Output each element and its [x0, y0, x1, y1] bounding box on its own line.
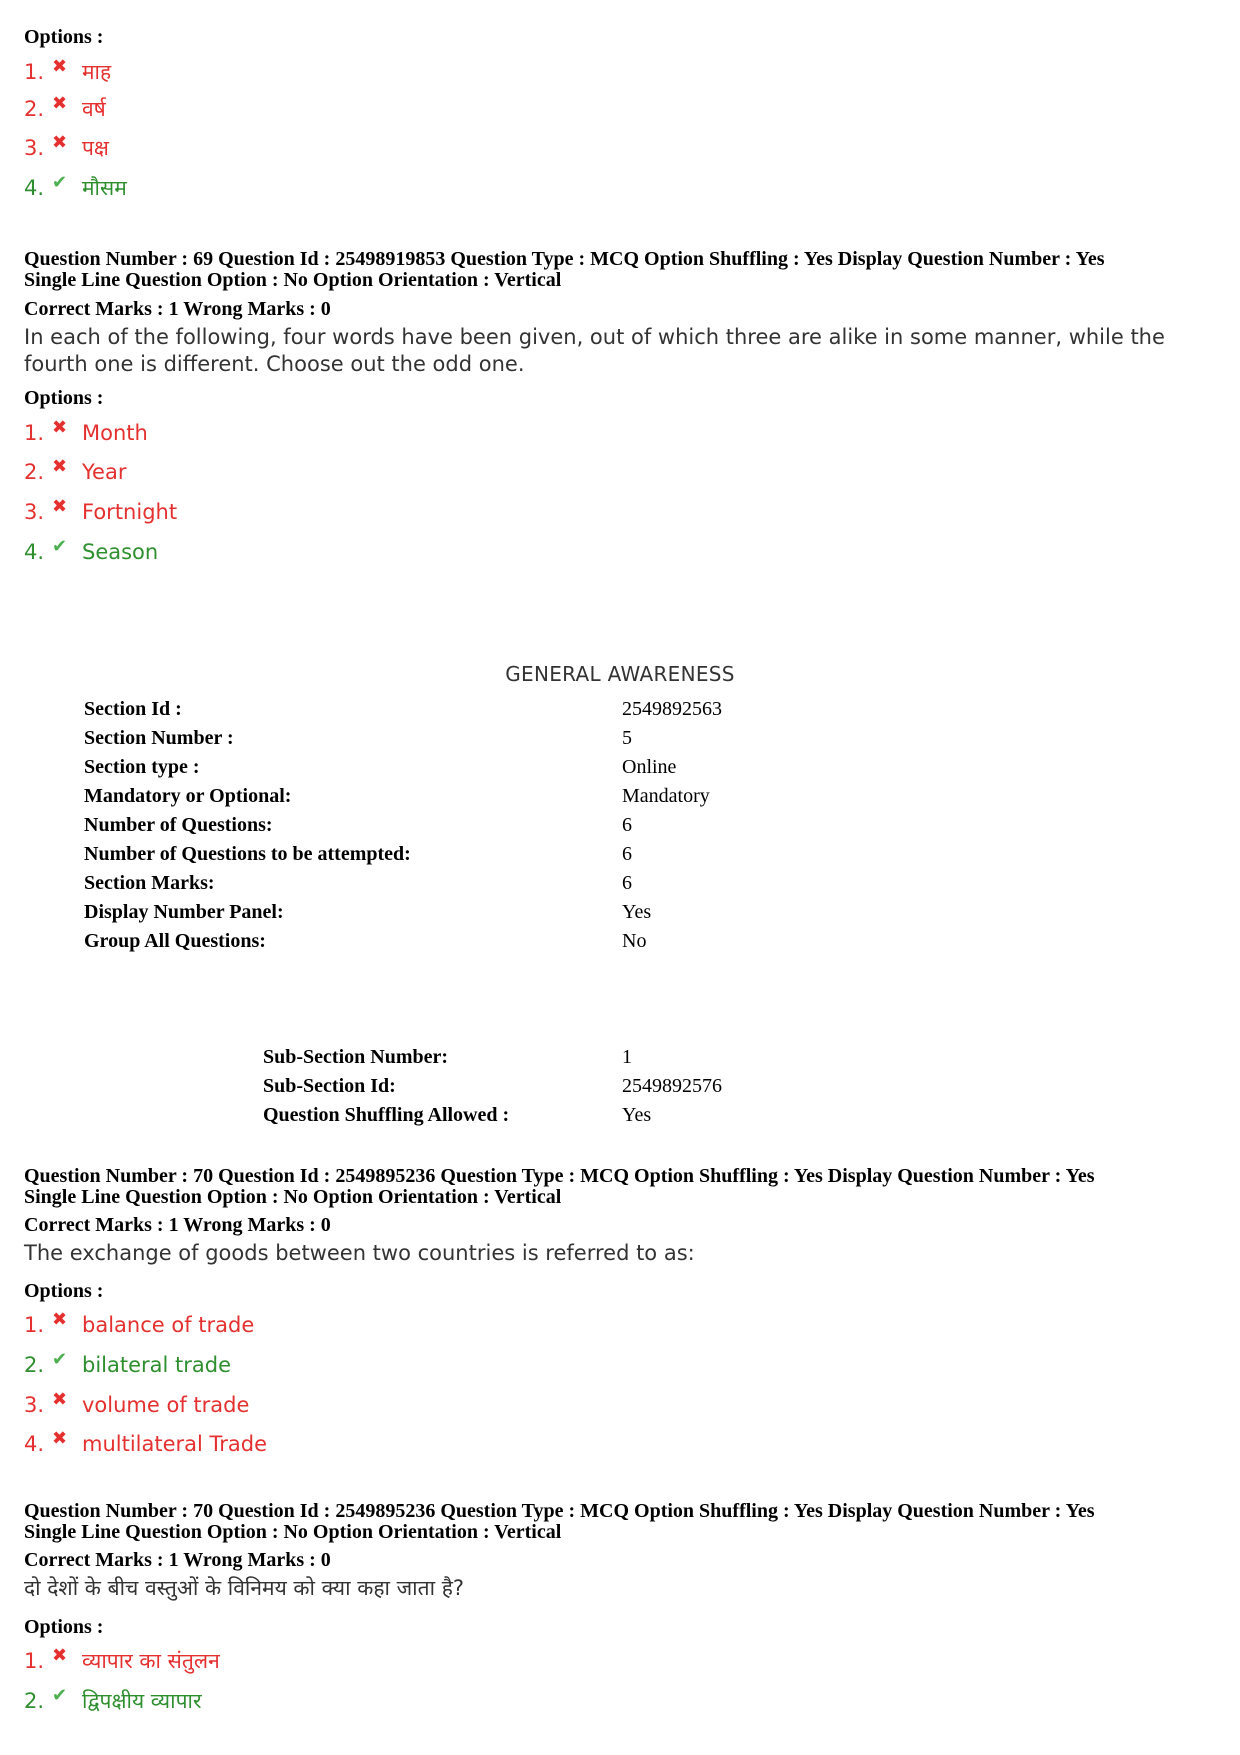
option-text: Month [82, 421, 148, 445]
question-marks: Correct Marks : 1 Wrong Marks : 0 [24, 298, 331, 320]
option-text: पक्ष [82, 136, 109, 160]
wrong-mark-icon: ✖ [52, 92, 68, 114]
question-marks: Correct Marks : 1 Wrong Marks : 0 [24, 1214, 331, 1236]
option-number: 4. [24, 1432, 45, 1456]
check-mark-icon: ✔ [52, 171, 68, 193]
question-meta: Single Line Question Option : No Option Orientation : Vertical [24, 1186, 562, 1208]
check-mark-icon: ✔ [52, 1348, 68, 1370]
section-field-value: 6 [622, 814, 632, 836]
option-text: माह [82, 60, 112, 84]
section-field-label: Section Number : [84, 727, 234, 749]
wrong-mark-icon: ✖ [52, 1308, 68, 1330]
option-text: Fortnight [82, 500, 178, 524]
option-text: वर्ष [82, 97, 106, 121]
option-row [24, 1429, 267, 1459]
option-row [24, 1646, 220, 1676]
option-number: 1. [24, 60, 45, 84]
section-field-label: Section type : [84, 756, 200, 778]
option-number: 3. [24, 136, 45, 160]
wrong-mark-icon: ✖ [52, 131, 68, 153]
section-field-value: Yes [622, 901, 652, 923]
options-label: Options : [24, 26, 104, 48]
section-field-label: Group All Questions: [84, 930, 266, 952]
subsection-field-label: Sub-Section Id: [263, 1075, 396, 1097]
wrong-mark-icon: ✖ [52, 416, 68, 438]
option-number: 3. [24, 1393, 45, 1417]
wrong-mark-icon: ✖ [52, 1644, 68, 1666]
section-field-label: Number of Questions: [84, 814, 273, 836]
section-field-value: 5 [622, 727, 632, 749]
question-meta: Question Number : 69 Question Id : 25498919853 Question Type : MCQ Option Shuffling : Yes Display Question Number : Yes [24, 248, 1105, 270]
option-text: balance of trade [82, 1313, 255, 1337]
wrong-mark-icon: ✖ [52, 1388, 68, 1410]
subsection-field-label: Sub-Section Number: [263, 1046, 449, 1068]
question-meta: Single Line Question Option : No Option Orientation : Vertical [24, 1521, 562, 1543]
question-text: दो देशों के बीच वस्तुओं के विनिमय को क्या कहा जाता है? [24, 1576, 464, 1600]
option-text: volume of trade [82, 1393, 250, 1417]
option-row [24, 133, 109, 163]
option-row [24, 57, 111, 87]
section-field-value: No [622, 930, 647, 952]
option-number: 2. [24, 1353, 45, 1377]
wrong-mark-icon: ✖ [52, 455, 68, 477]
question-marks: Correct Marks : 1 Wrong Marks : 0 [24, 1549, 331, 1571]
option-number: 2. [24, 97, 45, 121]
option-row [24, 1686, 202, 1716]
section-field-value: 2549892563 [622, 698, 722, 720]
option-number: 1. [24, 1313, 45, 1337]
subsection-field-label: Question Shuffling Allowed : [263, 1104, 510, 1126]
option-number: 3. [24, 500, 45, 524]
option-text: multilateral Trade [82, 1432, 268, 1456]
check-mark-icon: ✔ [52, 535, 68, 557]
check-mark-icon: ✔ [52, 1684, 68, 1706]
options-label: Options : [24, 1280, 104, 1302]
options-label: Options : [24, 1616, 104, 1638]
question-text: In each of the following, four words have been given, out of which three are alike in some manner, while the [24, 325, 1165, 349]
option-text: मौसम [82, 176, 127, 200]
option-row [24, 1390, 249, 1420]
option-row [24, 1350, 231, 1380]
option-row [24, 537, 158, 567]
question-meta: Question Number : 70 Question Id : 2549895236 Question Type : MCQ Option Shuffling : Yes Display Question Number : Yes [24, 1500, 1095, 1522]
option-text: Season [82, 540, 159, 564]
section-field-value: Mandatory [622, 785, 710, 807]
option-row [24, 1310, 254, 1340]
wrong-mark-icon: ✖ [52, 495, 68, 517]
section-field-label: Section Marks: [84, 872, 215, 894]
option-row [24, 497, 177, 527]
option-number: 4. [24, 540, 45, 564]
option-text: व्यापार का संतुलन [82, 1649, 220, 1673]
section-field-label: Number of Questions to be attempted: [84, 843, 411, 865]
options-label: Options : [24, 387, 104, 409]
section-field-value: 6 [622, 843, 632, 865]
option-text: Year [82, 460, 127, 484]
section-field-value: 6 [622, 872, 632, 894]
wrong-mark-icon: ✖ [52, 1427, 68, 1449]
option-row [24, 418, 148, 448]
option-number: 4. [24, 176, 45, 200]
question-meta: Question Number : 70 Question Id : 2549895236 Question Type : MCQ Option Shuffling : Yes Display Question Number : Yes [24, 1165, 1095, 1187]
section-field-label: Mandatory or Optional: [84, 785, 292, 807]
option-row [24, 94, 106, 124]
section-field-label: Section Id : [84, 698, 182, 720]
subsection-field-value: Yes [622, 1104, 652, 1126]
option-number: 2. [24, 1689, 45, 1713]
question-text: The exchange of goods between two countries is referred to as: [24, 1241, 695, 1265]
option-number: 1. [24, 421, 45, 445]
option-number: 1. [24, 1649, 45, 1673]
section-field-value: Online [622, 756, 677, 778]
option-row [24, 173, 127, 203]
subsection-field-value: 1 [622, 1046, 632, 1068]
option-row [24, 457, 126, 487]
question-meta: Single Line Question Option : No Option Orientation : Vertical [24, 269, 562, 291]
option-number: 2. [24, 460, 45, 484]
wrong-mark-icon: ✖ [52, 55, 68, 77]
option-text: द्विपक्षीय व्यापार [82, 1689, 202, 1713]
question-text: fourth one is different. Choose out the odd one. [24, 352, 525, 376]
option-text: bilateral trade [82, 1353, 232, 1377]
section-title: GENERAL AWARENESS [505, 662, 735, 686]
subsection-field-value: 2549892576 [622, 1075, 722, 1097]
section-field-label: Display Number Panel: [84, 901, 284, 923]
